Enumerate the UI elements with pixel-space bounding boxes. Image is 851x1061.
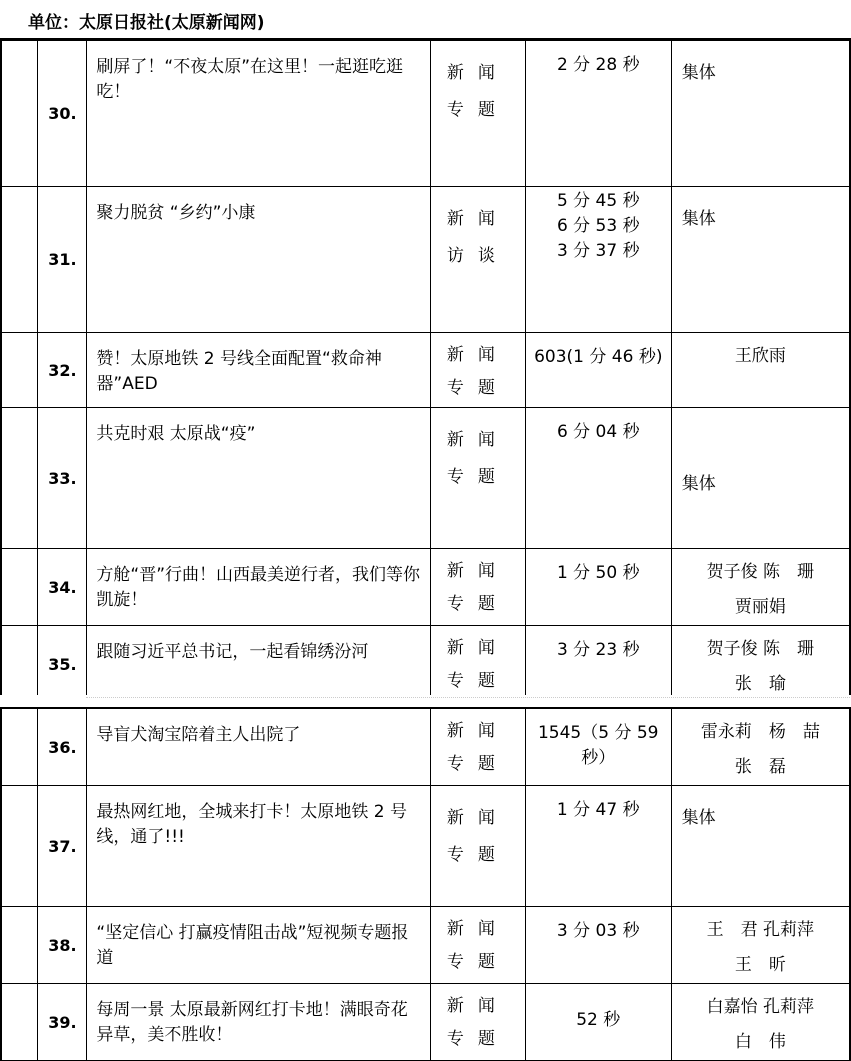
author-text: 贺子俊 陈 珊 贾丽娟	[706, 562, 815, 617]
category-line-2: 专题	[446, 671, 509, 691]
table-row	[1, 187, 850, 333]
row-number: 37.	[38, 786, 87, 907]
row-number: 38.	[38, 907, 87, 984]
table-row	[1, 41, 850, 187]
work-title: 聚力脱贫 “乡约”小康	[87, 187, 431, 333]
duration-text: 5 分 45 秒 6 分 53 秒 3 分 37 秒	[556, 191, 640, 261]
work-author	[671, 708, 850, 786]
work-author	[671, 549, 850, 626]
work-duration	[525, 408, 671, 549]
work-author	[671, 187, 850, 333]
blank-cell	[1, 408, 38, 549]
duration-text: 1 分 50 秒	[556, 563, 640, 583]
row-number: 34.	[38, 549, 87, 626]
work-category	[430, 187, 525, 333]
work-author	[671, 786, 850, 907]
blank-cell	[1, 984, 38, 1061]
row-number: 39.	[38, 984, 87, 1061]
author-text: 白嘉怡 孔莉萍 白 伟	[706, 997, 815, 1052]
work-author	[671, 408, 850, 549]
blank-cell	[1, 786, 38, 907]
work-title: 赞！太原地铁 2 号线全面配置“救命神器”AED	[87, 333, 431, 408]
row-number: 36.	[38, 708, 87, 786]
author-text: 集体	[681, 209, 716, 229]
work-title: 跟随习近平总书记，一起看锦绣汾河	[87, 626, 431, 703]
category-line-1: 新闻	[446, 721, 509, 741]
unit-header	[0, 0, 851, 40]
table-row	[1, 786, 850, 907]
table-row	[1, 549, 850, 626]
author-text: 集体	[681, 474, 716, 494]
table-row	[1, 907, 850, 984]
category-line-1: 新闻	[446, 430, 509, 450]
work-category	[430, 408, 525, 549]
author-text: 集体	[681, 63, 716, 83]
row-number: 33.	[38, 408, 87, 549]
category-line-2: 专题	[446, 594, 509, 614]
table-row	[1, 708, 850, 786]
work-author	[671, 984, 850, 1061]
category-line-2: 访谈	[446, 246, 509, 266]
duration-text: 1 分 47 秒	[556, 800, 640, 820]
work-category	[430, 41, 525, 187]
duration-text: 3 分 23 秒	[556, 640, 640, 660]
work-author	[671, 626, 850, 703]
category-line-1: 新闻	[446, 919, 509, 939]
table-row	[1, 984, 850, 1061]
blank-cell	[1, 549, 38, 626]
awards-table-top	[0, 40, 851, 703]
category-line-2: 专题	[446, 1029, 509, 1049]
work-category	[430, 626, 525, 703]
duration-text: 52 秒	[576, 1010, 621, 1030]
category-line-1: 新闻	[446, 63, 509, 83]
row-number: 31.	[38, 187, 87, 333]
work-title: “坚定信心 打赢疫情阻击战”短视频专题报道	[87, 907, 431, 984]
category-line-2: 专题	[446, 952, 509, 972]
work-title: 刷屏了！“不夜太原”在这里！一起逛吃逛吃！	[87, 41, 431, 187]
work-duration	[525, 549, 671, 626]
work-title: 共克时艰 太原战“疫”	[87, 408, 431, 549]
work-title: 最热网红地，全城来打卡！太原地铁 2 号线，通了!!!	[87, 786, 431, 907]
table-row	[1, 333, 850, 408]
work-category	[430, 708, 525, 786]
category-line-2: 专题	[446, 378, 509, 398]
category-line-2: 专题	[446, 754, 509, 774]
category-line-1: 新闻	[446, 345, 509, 365]
author-text: 集体	[681, 808, 716, 828]
work-duration	[525, 41, 671, 187]
work-title: 导盲犬淘宝陪着主人出院了	[87, 708, 431, 786]
work-author	[671, 907, 850, 984]
author-text: 王欣雨	[734, 346, 786, 366]
work-duration	[525, 786, 671, 907]
category-line-1: 新闻	[446, 996, 509, 1016]
category-line-1: 新闻	[446, 561, 509, 581]
duration-text: 1545（5 分 59 秒）	[537, 723, 659, 768]
unit-title: 单位：太原日报社(太原新闻网)	[28, 13, 265, 33]
work-duration	[525, 333, 671, 408]
work-author	[671, 41, 850, 187]
work-duration	[525, 626, 671, 703]
work-category	[430, 549, 525, 626]
awards-table-bottom	[0, 707, 851, 1061]
category-line-2: 专题	[446, 845, 509, 865]
author-text: 王 君 孔莉萍 王 昕	[706, 920, 815, 975]
author-text: 雷永莉 杨 喆 张 磊	[700, 722, 820, 777]
page-break-line	[86, 697, 850, 698]
table-row	[1, 626, 850, 703]
blank-cell	[1, 333, 38, 408]
work-category	[430, 984, 525, 1061]
work-title: 每周一景 太原最新网红打卡地！满眼奇花异草，美不胜收！	[87, 984, 431, 1061]
category-line-1: 新闻	[446, 638, 509, 658]
work-duration	[525, 708, 671, 786]
table-row	[1, 408, 850, 549]
work-category	[430, 786, 525, 907]
work-title: 方舱“晋”行曲！山西最美逆行者，我们等你凯旋！	[87, 549, 431, 626]
work-category	[430, 907, 525, 984]
work-category	[430, 333, 525, 408]
category-line-1: 新闻	[446, 209, 509, 229]
row-number: 30.	[38, 41, 87, 187]
blank-cell	[1, 708, 38, 786]
work-author	[671, 333, 850, 408]
work-duration	[525, 187, 671, 333]
duration-text: 6 分 04 秒	[556, 422, 640, 442]
work-duration	[525, 907, 671, 984]
blank-cell	[1, 41, 38, 187]
row-number: 32.	[38, 333, 87, 408]
author-text: 贺子俊 陈 珊 张 瑜	[706, 639, 815, 694]
category-line-1: 新闻	[446, 808, 509, 828]
category-line-2: 专题	[446, 100, 509, 120]
duration-text: 2 分 28 秒	[556, 55, 640, 75]
work-duration	[525, 984, 671, 1061]
blank-cell	[1, 187, 38, 333]
row-number: 35.	[38, 626, 87, 703]
category-line-2: 专题	[446, 467, 509, 487]
duration-text: 3 分 03 秒	[556, 921, 640, 941]
blank-cell	[1, 907, 38, 984]
blank-cell	[1, 626, 38, 703]
duration-text: 603(1 分 46 秒)	[534, 347, 663, 367]
